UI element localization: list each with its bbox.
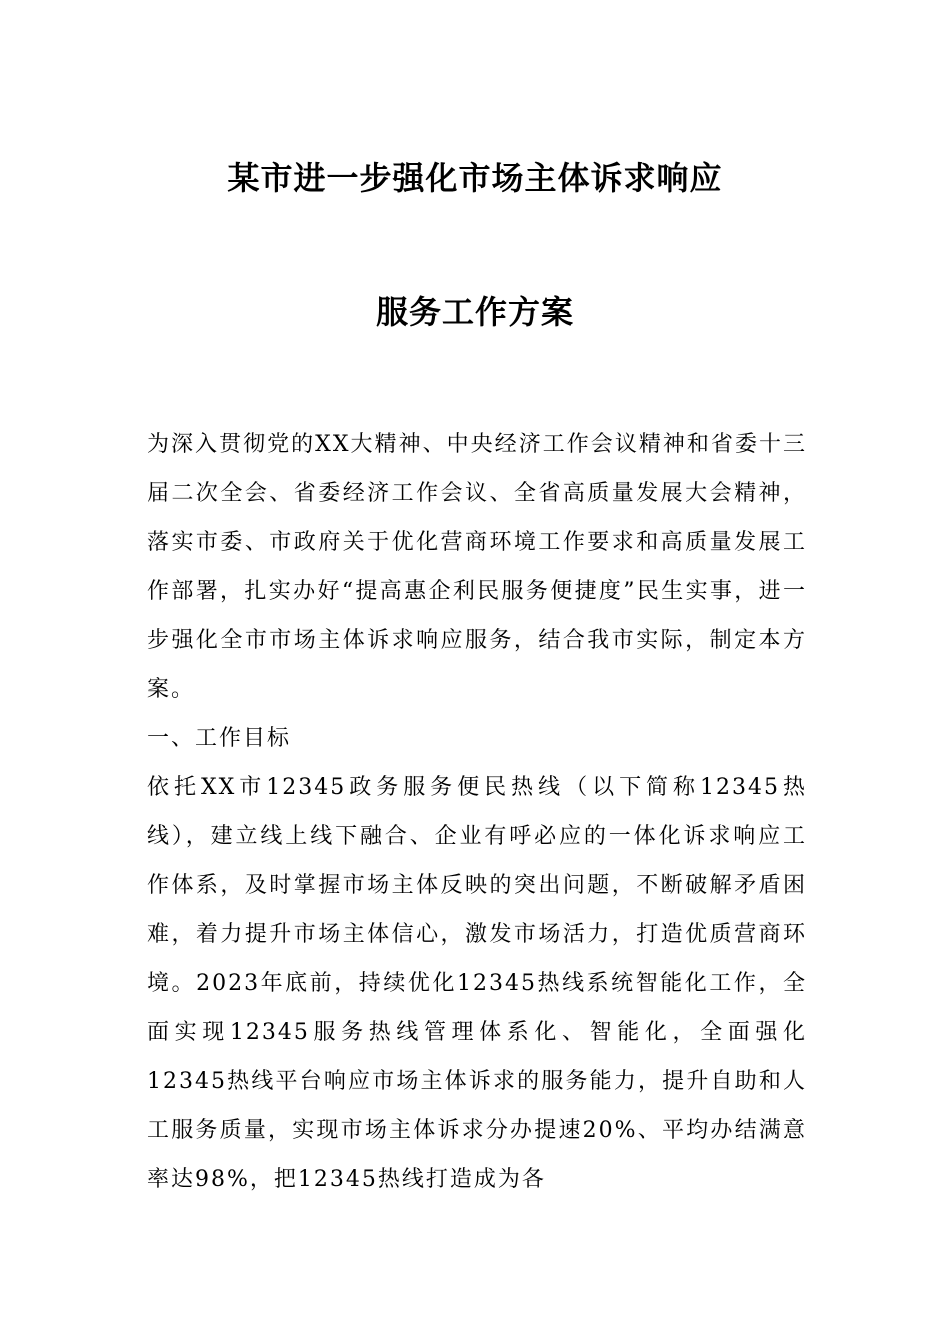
work-goals-paragraph: 依托XX市12345政务服务便民热线（以下简称12345热线），建立线上线下融合、企业有呼必应的一体化诉求响应工作体系，及时掌握市场主体反映的突出问题，不断破解矛盾困难，着力提升市场主体信心，激发市场活力，打造优质营商环境。2023年底前，持续优化12345热线系统智能化工作，全面实现12345服务热线管理体系化、智能化，全面强化12345热线平台响应市场主体诉求的服务能力，提升自助和人工服务质量，实现市场主体诉求分办提速20%、平均办结满意率达98%，把12345热线打造成为各 — [147, 775, 807, 1192]
document-title-line-2: 服务工作方案 — [375, 293, 574, 331]
section-heading-work-goals: 一、工作目标 — [147, 726, 292, 751]
document-body — [147, 420, 807, 1204]
intro-paragraph: 为深入贯彻党的XX大精神、中央经济工作会议精神和省委十三届二次全会、省委经济工作会议、全省高质量发展大会精神，落实市委、市政府关于优化营商环境工作要求和高质量发展工作部署，扎实办好“提高惠企利民服务便捷度”民生实事，进一步强化全市市场主体诉求响应服务，结合我市实际，制定本方案。 — [147, 432, 807, 702]
document-title-line-1: 某市进一步强化市场主体诉求响应 — [227, 159, 723, 197]
